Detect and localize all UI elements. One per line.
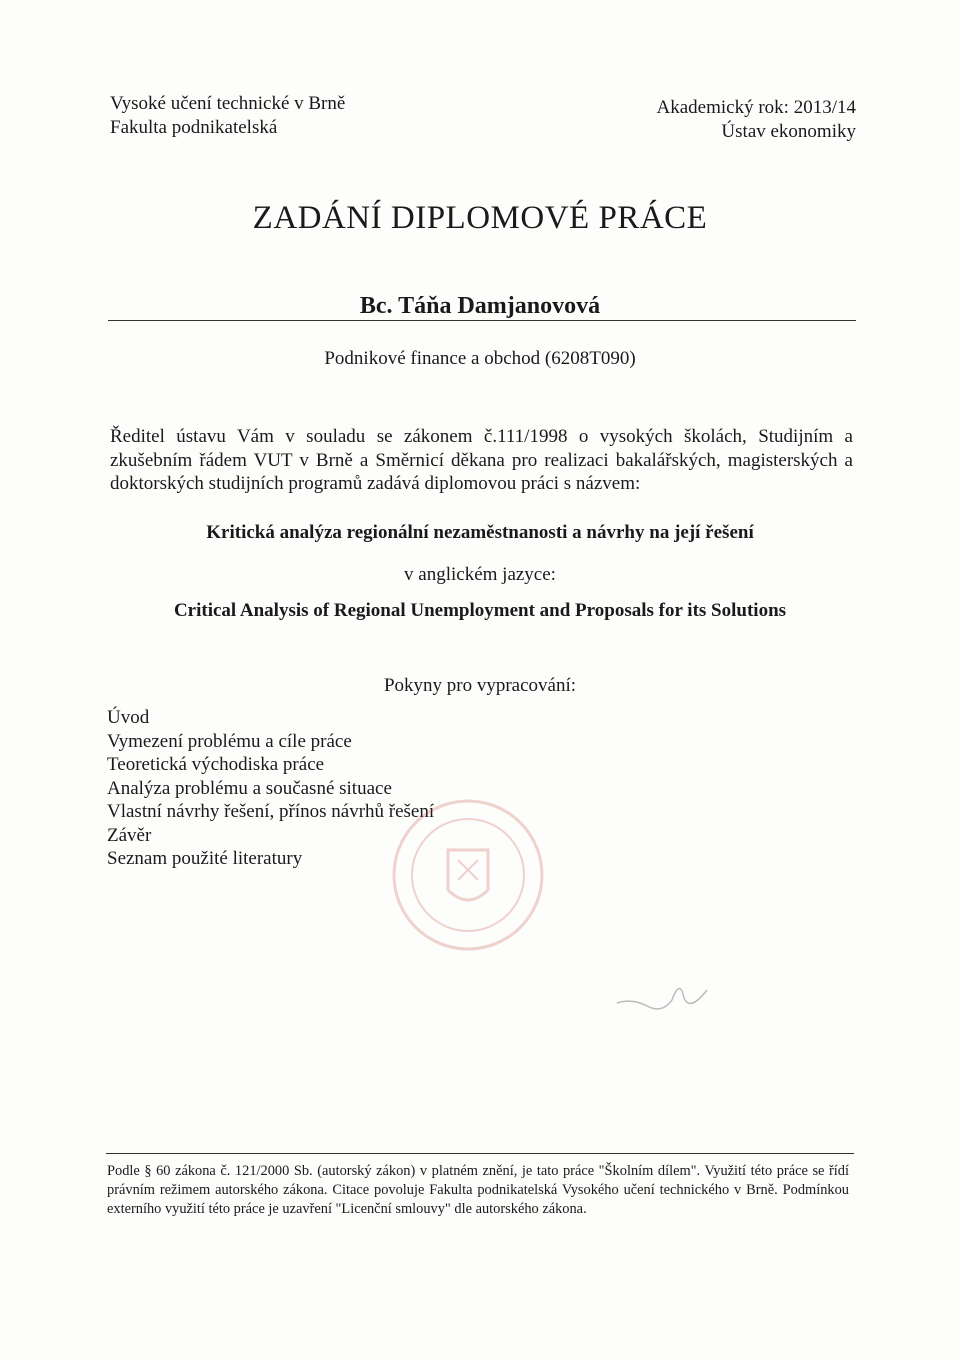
- copyright-notice: Podle § 60 zákona č. 121/2000 Sb. (autorský zákon) v platném znění, je tato práce "Školním dílem". Využití této práce se řídí právním režimem autorského zákona. Citace povoluje Fakulta podnikatelská Vysokého učení technického v Brně. Podmínkou externího využití této práce je uzavření "Licenční smlouvy" dle autorského zákona.: [107, 1163, 849, 1217]
- official-seal-icon: [388, 795, 548, 955]
- study-program: Podnikové finance a obchod (6208T090): [324, 348, 636, 369]
- list-item: Úvod: [107, 707, 150, 728]
- faculty-name: Fakulta podnikatelská: [110, 117, 278, 138]
- thesis-title-czech: Kritická analýza regionální nezaměstnanosti a návrhy na její řešení: [206, 522, 754, 543]
- thesis-title-english: Critical Analysis of Regional Unemployment and Proposals for its Solutions: [173, 600, 787, 621]
- list-item: Vymezení problému a cíle práce: [107, 730, 352, 752]
- header-right: [657, 96, 856, 144]
- list-item: Závěr: [107, 824, 152, 846]
- english-label: v anglickém jazyce:: [404, 564, 556, 585]
- list-item: Teoretická východiska práce: [107, 754, 325, 775]
- list-item: Vlastní návrhy řešení, přínos návrhů řešení: [107, 801, 435, 822]
- list-item: Seznam použité literatury: [107, 848, 303, 869]
- student-name: Bc. Táňa Damjanovová: [359, 293, 601, 319]
- signature-mark: [612, 968, 722, 1018]
- instructions-list: [107, 706, 434, 871]
- header-left: [110, 92, 345, 140]
- institute-name: Ústav ekonomiky: [721, 121, 856, 142]
- instructions-heading: Pokyny pro vypracování:: [383, 675, 577, 696]
- university-name: Vysoké učení technické v Brně: [110, 93, 346, 114]
- intro-paragraph: Ředitel ústavu Vám v souladu se zákonem č.111/1998 o vysokých školách, Studijním a zkušebním řádem VUT v Brně a Směrnicí děkana pro realizaci bakalářských, magisterských a doktorských studijních programů zadává diplomovou práci s názvem:: [110, 426, 853, 494]
- bottom-divider: [106, 1153, 854, 1154]
- academic-year: Akademický rok: 2013/14: [656, 97, 856, 118]
- list-item: Analýza problému a současné situace: [107, 777, 392, 799]
- top-divider: [108, 320, 856, 321]
- document-title: ZADÁNÍ DIPLOMOVÉ PRÁCE: [252, 200, 708, 236]
